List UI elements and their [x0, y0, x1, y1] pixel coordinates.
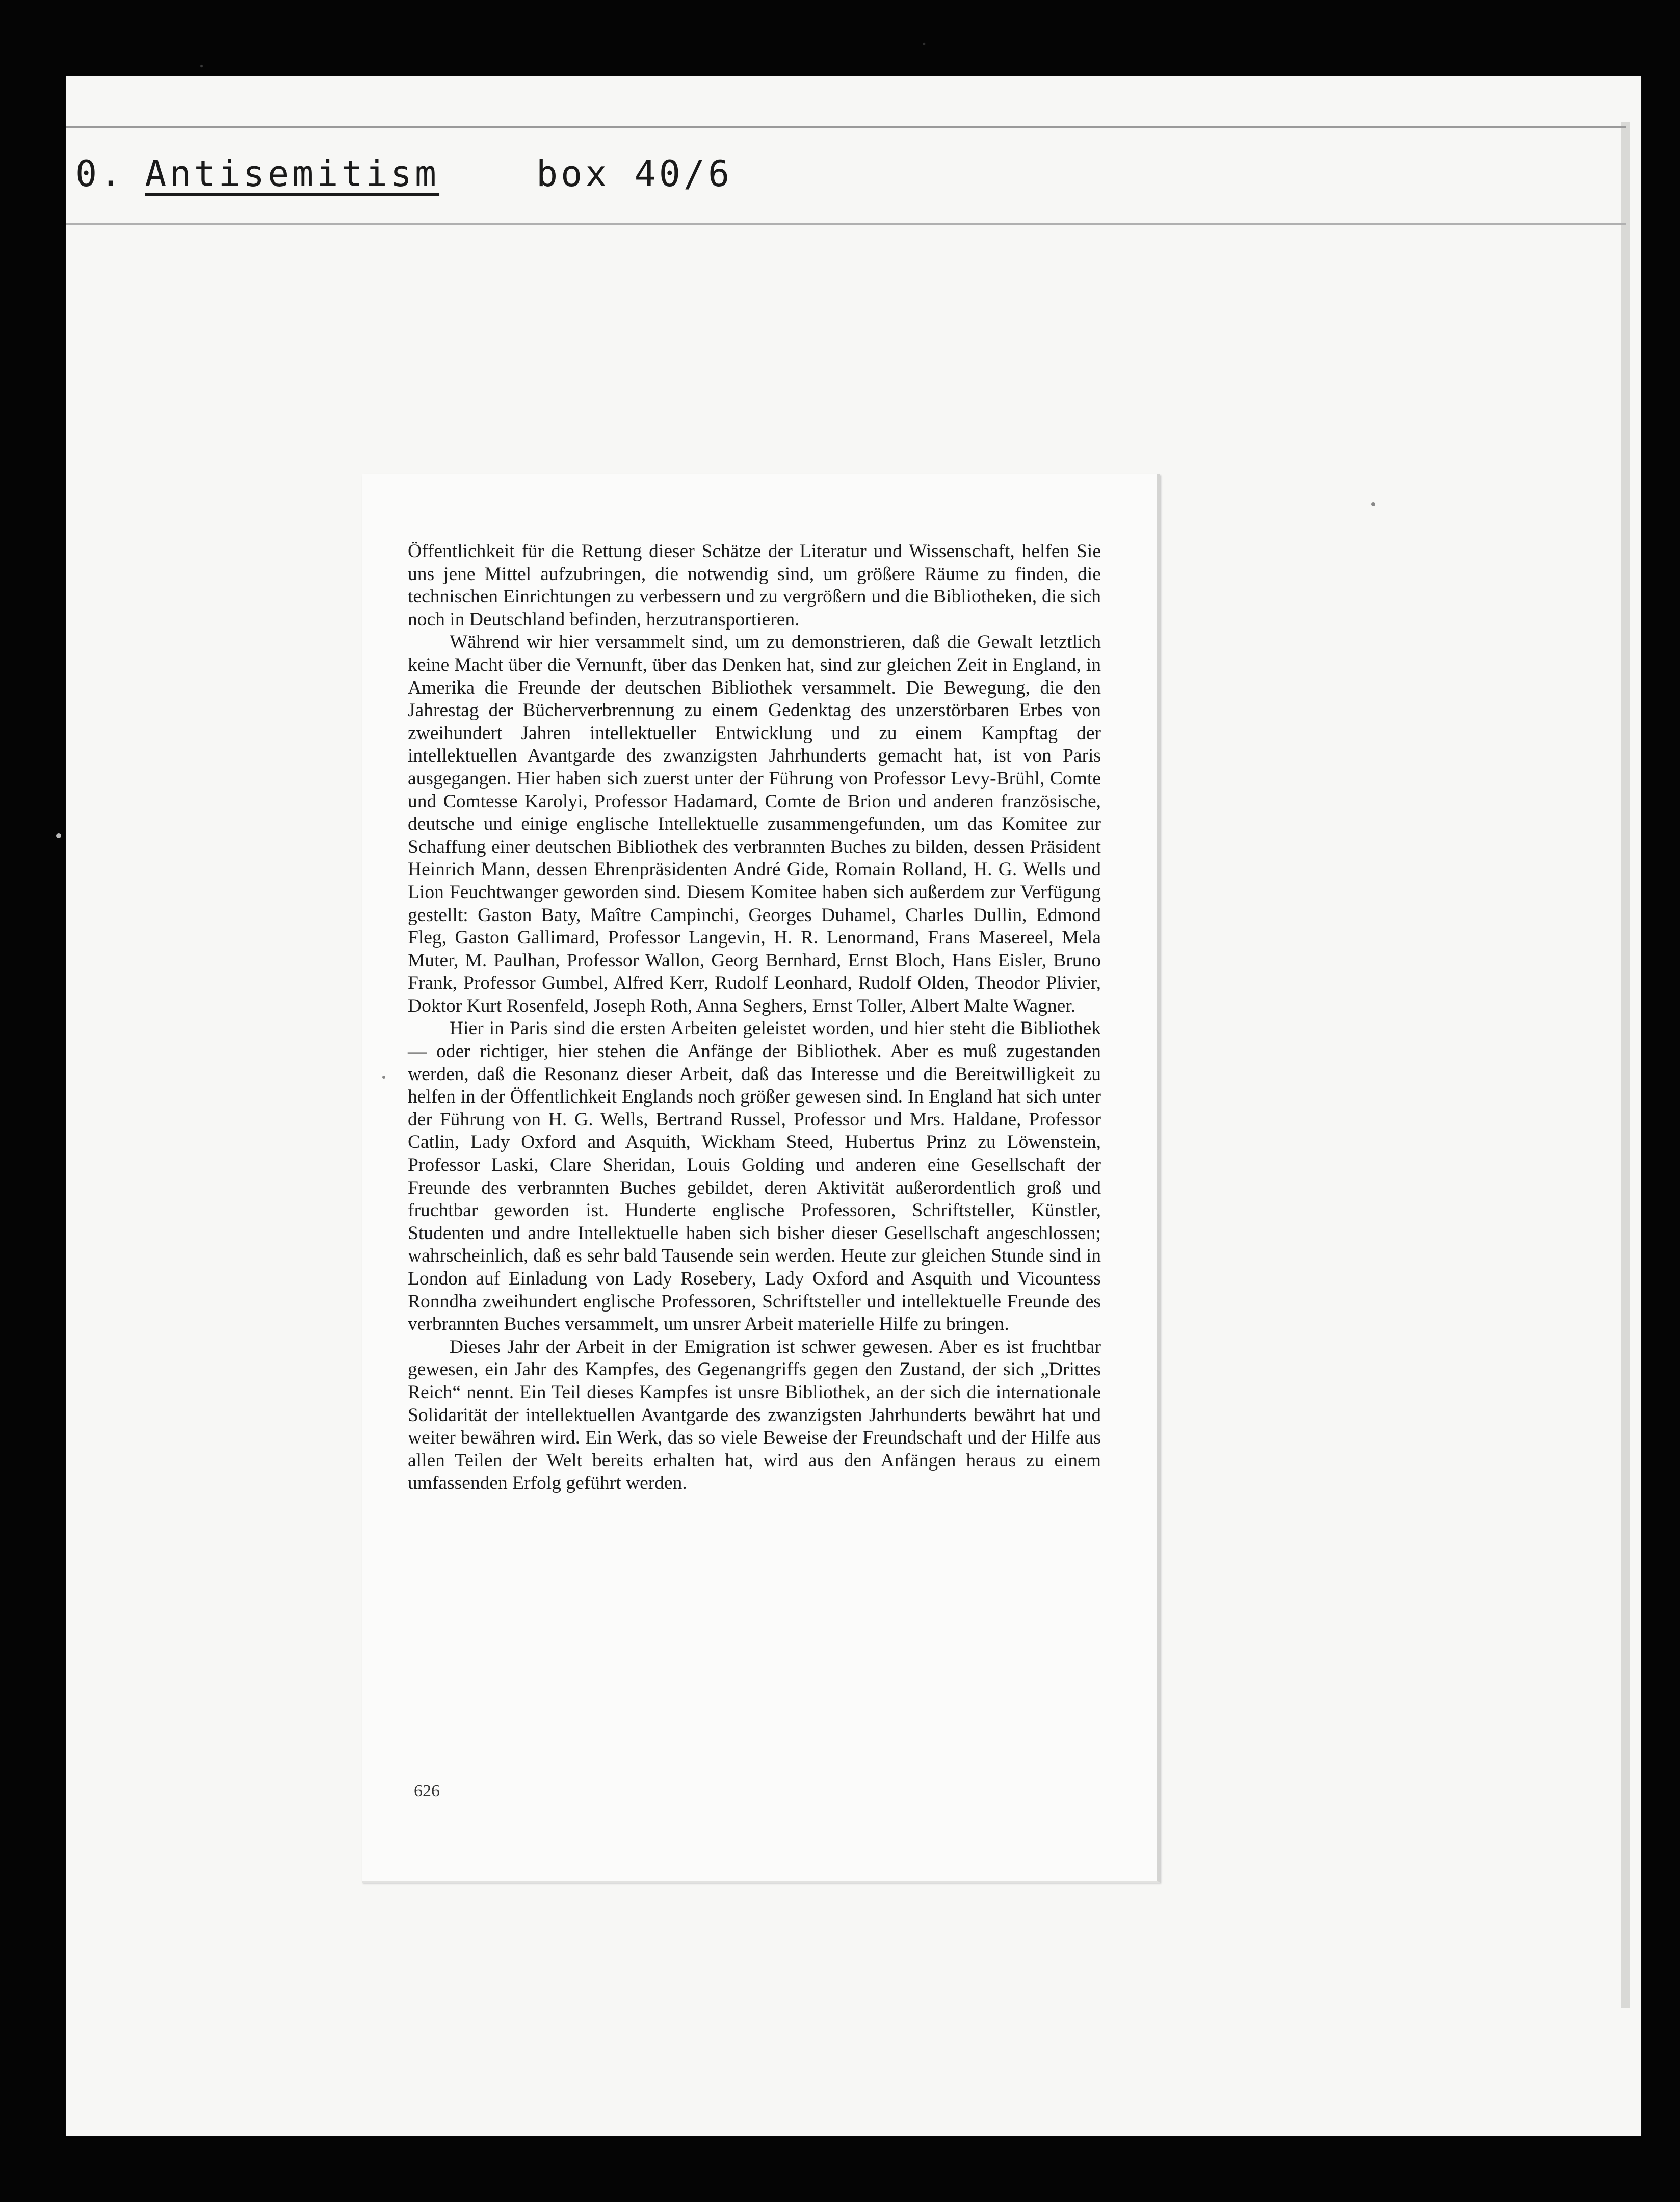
- article-paragraph-1: Öffentlichkeit für die Rettung dieser Schätze der Literatur und Wissenschaft, helfen Sie uns jene Mittel aufzubringen, die notwendig sind, um größere Räume zu finden, die technischen Einrichtungen zu verbessern und zu vergrößern und die Bibliotheken, die sich noch in Deutschland befinden, herzutransportieren.: [408, 541, 1101, 630]
- clipping-page-number: 626: [414, 1781, 440, 1800]
- dust-speck: [1371, 502, 1375, 506]
- archive-file-label: [75, 153, 732, 195]
- article-paragraph-4: Dieses Jahr der Arbeit in der Emigration ist schwer gewesen. Aber es ist fruchtbar gewesen, ein Jahr des Kampfes, des Gegenangriffs gegen den Zustand, der sich „Drittes Reich“ nennt. Ein Teil dieses Kampfes ist unsre Bibliothek, an der sich die internationale Solidarität der intellektuellen Avantgarde des zwanzigsten Jahrhunderts bewährt hat und weiter bewähren wird. Ein Werk, das so viele Beweise der Freundschaft und der Hilfe aus allen Teilen der Welt bereits erhalten hat, wird aus den Anfängen heraus zu einem umfassenden Erfolg geführt werden.: [408, 1336, 1101, 1494]
- file-label-prefix: 0.: [75, 153, 125, 195]
- header-rule-top: [66, 126, 1626, 128]
- clipping-article-text: [408, 540, 1101, 1495]
- article-paragraph-2: Während wir hier versammelt sind, um zu demonstrieren, daß die Gewalt letztlich keine Macht über die Vernunft, über das Denken hat, sind zur gleichen Zeit in England, in Amerika die Freunde der deutschen Bibliothek versammelt. Die Bewegung, die den Jahrestag der Bücherverbrennung zu einem Gedenktag des unzerstörbaren Erbes von zweihundert Jahren intellektueller Entwicklung und zu einem Kampftag der intellektuellen Avantgarde des zwanzigsten Jahrhunderts gemacht hat, ist von Paris ausgegangen. Hier haben sich zuerst unter der Führung von Professor Levy-Brühl, Comte und Comtesse Karolyi, Professor Hadamard, Comte de Brion und anderen französische, deutsche und einige englische Intellektuelle zusammengefunden, um das Komitee zur Schaffung einer deutschen Bibliothek des verbrannten Buches zu bilden, dessen Präsident Heinrich Mann, dessen Ehrenpräsidenten André Gide, Romain Rolland, H. G. Wells und Lion Feuchtwanger geworden sind. Diesem Komitee haben sich außerdem zur Verfügung gestellt: Gaston Baty, Maître Campinchi, Georges Duhamel, Charles Dullin, Edmond Fleg, Gaston Gallimard, Professor Langevin, H. R. Lenormand, Frans Masereel, Mela Muter, M. Paulhan, Professor Wallon, Georg Bernhard, Ernst Bloch, Hans Eisler, Bruno Frank, Professor Gumbel, Alfred Kerr, Rudolf Leonhard, Rudolf Olden, Theodor Plivier, Doktor Kurt Rosenfeld, Joseph Roth, Anna Seghers, Ernst Toller, Albert Malte Wagner.: [408, 632, 1101, 1016]
- sheet-edge-shadow: [1621, 122, 1630, 2008]
- dust-speck: [382, 1076, 385, 1079]
- file-label-subject: Antisemitism: [145, 153, 440, 195]
- header-rule-bottom: [66, 223, 1626, 225]
- file-label-box-number: box 40/6: [536, 153, 733, 195]
- dust-speck: [56, 833, 61, 838]
- article-paragraph-3: Hier in Paris sind die ersten Arbeiten geleistet worden, und hier steht die Bibliothek — oder richtiger, hier stehen die Anfänge der Bibliothek. Aber es muß zugestanden werden, daß die Resonanz dieser Arbeit, daß das Interesse und die Bereitwilligkeit zu helfen in der Öffentlichkeit Englands noch größer gewesen sind. In England hat sich unter der Führung von H. G. Wells, Bertrand Russel, Professor und Mrs. Haldane, Professor Catlin, Lady Oxford and Asquith, Wickham Steed, Hubertus Prinz zu Löwenstein, Professor Laski, Clare Sheridan, Louis Golding und anderen eine Gesellschaft der Freunde des verbrannten Buches gebildet, deren Aktivität außerordentlich groß und fruchtbar geworden ist. Hunderte englische Professoren, Schriftsteller, Künstler, Studenten und andre Intellektuelle haben sich bisher dieser Gesellschaft angeschlossen; wahrscheinlich, daß es sehr bald Tausende sein werden. Heute zur gleichen Stunde sind in London auf Einladung von Lady Rosebery, Lady Oxford and Asquith und Vicountess Ronndha zweihundert englische Professoren, Schriftsteller und intellektuelle Freunde des verbrannten Buches versammelt, um unsrer Arbeit materielle Hilfe zu bringen.: [408, 1018, 1101, 1335]
